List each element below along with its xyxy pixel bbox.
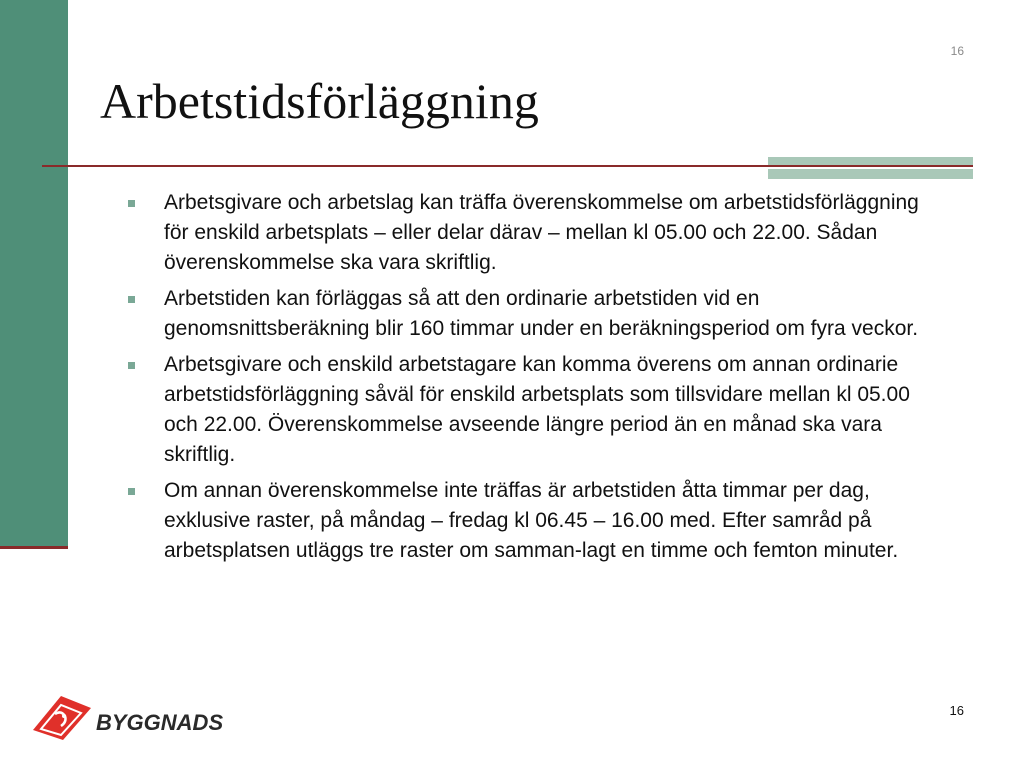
bullet-text: Om annan överenskommelse inte träffas är arbetstiden åtta timmar per dag, exklusive raster, på måndag – fredag kl 06.45 – 16.00 med. Efter samråd på arbetsplatsen utläggs tre raster om samman-lagt en timme och femton minuter.: [164, 479, 899, 562]
page-number-top: 16: [950, 44, 964, 58]
left-bar-underline: [0, 546, 68, 549]
byggnads-logo: [33, 694, 224, 740]
bullet-text: Arbetsgivare och arbetslag kan träffa överenskommelse om arbetstidsförläggning för enskild arbetsplats – eller delar därav – mellan kl 05.00 och 22.00. Sådan överenskommelse ska vara skriftlig.: [164, 191, 919, 274]
bullet-text: Arbetsgivare och enskild arbetstagare kan komma överens om annan ordinarie arbetstidsförläggning såväl för enskild arbetsplats som tillsvidare mellan kl 05.00 och 22.00. Överenskommelse avseende längre period än en månad ska vara skriftlig.: [164, 353, 910, 466]
accent-stripe-bottom: [768, 169, 973, 179]
list-item: [128, 188, 928, 278]
square-bullet-icon: [128, 200, 135, 207]
accent-stripe-top: [768, 157, 973, 165]
page-number-bottom: 16: [949, 703, 964, 718]
accent-stripes: [768, 157, 973, 180]
square-bullet-icon: [128, 362, 135, 369]
slide-title: Arbetstidsförläggning: [100, 73, 539, 129]
square-bullet-icon: [128, 488, 135, 495]
list-item: [128, 476, 928, 566]
bullet-text: Arbetstiden kan förläggas så att den ordinarie arbetstiden vid en genomsnittsberäkning blir 160 timmar under en beräkningsperiod om fyra veckor.: [164, 287, 919, 340]
square-bullet-icon: [128, 296, 135, 303]
list-item: [128, 284, 928, 344]
list-item: [128, 350, 928, 470]
byggnads-logo-icon: [33, 694, 93, 740]
logo-text: BYGGNADS: [96, 710, 224, 735]
bullet-list: [128, 188, 928, 572]
left-decorative-bar: [0, 0, 68, 546]
